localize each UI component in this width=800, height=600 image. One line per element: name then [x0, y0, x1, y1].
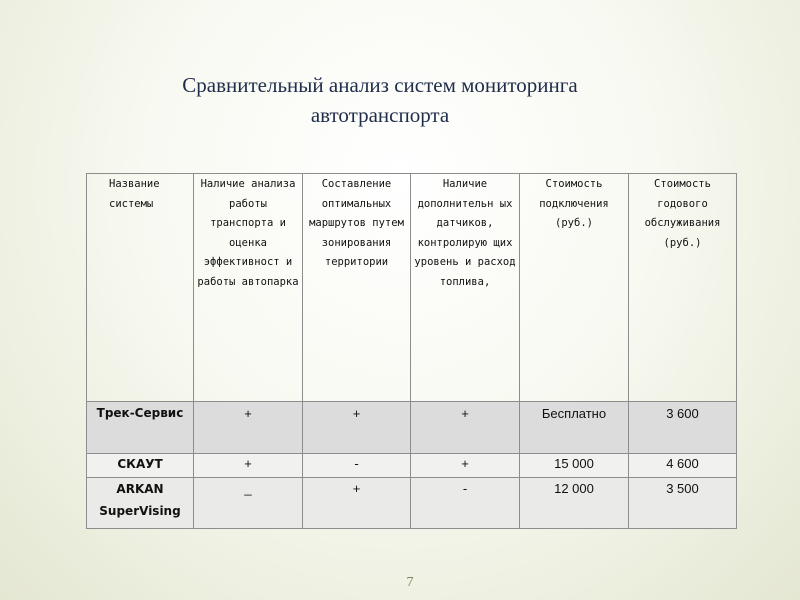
- header-cell-connection-cost: Стоимость подключения (руб.): [520, 174, 629, 402]
- table-cell: 3 600: [629, 402, 737, 454]
- header-cell-analysis: Наличие анализа работы транспорта и оценка эффективност и работы автопарка: [194, 174, 303, 402]
- table-cell: +: [303, 402, 411, 454]
- table-cell: +: [411, 454, 520, 478]
- slide-title-line-1: Сравнительный анализ систем мониторинга: [182, 73, 578, 97]
- table-cell: +: [194, 402, 303, 454]
- table-cell: -: [303, 454, 411, 478]
- table-cell: +: [194, 454, 303, 478]
- table-row: [87, 478, 737, 529]
- table-cell: _: [194, 478, 303, 529]
- slide-title-line-2: автотранспорта: [310, 103, 450, 127]
- table-cell: +: [303, 478, 411, 529]
- header-cell-sensors: Наличие дополнительн ых датчиков, контролирую щих уровень и расход топлива,: [411, 174, 520, 402]
- table-cell: +: [411, 402, 520, 454]
- table-cell: 4 600: [629, 454, 737, 478]
- comparison-table: [86, 173, 737, 529]
- page-number: 7: [406, 575, 414, 590]
- table-cell-system: ARKAN SuperVising: [87, 478, 194, 529]
- table-cell: 3 500: [629, 478, 737, 529]
- table-cell: 15 000: [520, 454, 629, 478]
- table-header-row: [87, 174, 737, 402]
- header-cell-annual-cost: Стоимость годового обслуживания (руб.): [629, 174, 737, 402]
- table-cell: -: [411, 478, 520, 529]
- header-cell-routes: Составление оптимальных маршрутов путем зонирования территории: [303, 174, 411, 402]
- table-row: [87, 402, 737, 454]
- table-row: [87, 454, 737, 478]
- table-cell-system: СКАУТ: [87, 454, 194, 478]
- header-cell-system-name: Название системы: [87, 174, 194, 402]
- table-cell: Бесплатно: [520, 402, 629, 454]
- slide-title: [120, 70, 640, 130]
- table-cell-system: Трек-Сервис: [87, 402, 194, 454]
- table-cell: 12 000: [520, 478, 629, 529]
